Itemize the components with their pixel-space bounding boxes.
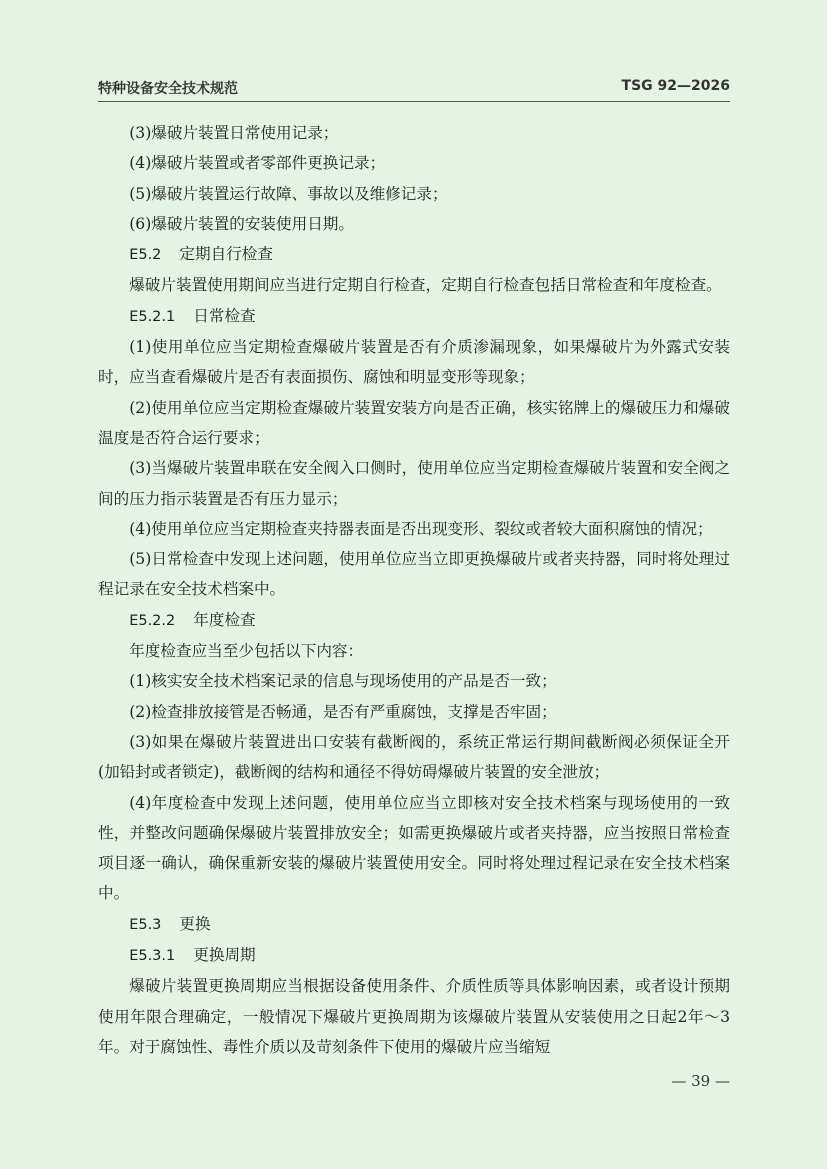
section-heading: [98, 909, 730, 940]
paragraph: (2)检查排放接管是否畅通，是否有严重腐蚀，支撑是否牢固；: [129, 702, 557, 721]
paragraph: (4)爆破片装置或者零部件更换记录；: [129, 154, 386, 173]
header-code: TSG 92—2026: [621, 78, 730, 94]
paragraph: (6)爆破片装置的安装使用日期。: [129, 214, 354, 233]
section-heading: [98, 239, 730, 270]
paragraph: (1)核实安全技术档案记录的信息与现场使用的产品是否一致；: [129, 672, 557, 691]
section-heading: [98, 940, 730, 971]
section-title: 更换周期: [193, 946, 256, 965]
paragraph: (4)年度检查中发现上述问题，使用单位应当立即核对安全技术档案与现场使用的一致性，并整改问题确保爆破片装置排放安全；如需更换爆破片或者夹持器，应当按照日常检查项目逐一确认，确保重新安装的爆破片装置使用安全。同时将处理过程记录在安全技术档案中。: [98, 793, 730, 903]
section-title: 年度检查: [193, 610, 256, 629]
section-number: E5.3: [129, 916, 162, 933]
section-title: 更换: [179, 914, 211, 933]
paragraph: (1)使用单位应当定期检查爆破片装置是否有介质渗漏现象，如果爆破片为外露式安装时，应当查看爆破片是否有表面损伤、腐蚀和明显变形等现象；: [98, 338, 730, 387]
section-number: E5.2.1: [129, 308, 176, 325]
paragraph: 爆破片装置更换周期应当根据设备使用条件、介质性质等具体影响因素，或者设计预期使用年限合理确定，一般情况下爆破片更换周期为该爆破片装置从安装使用之日起2年～3年。对于腐蚀性、毒性介质以及苛刻条件下使用的爆破片应当缩短: [98, 977, 730, 1056]
paragraph: (5)爆破片装置运行故障、事故以及维修记录；: [129, 184, 448, 203]
document-body: [98, 118, 730, 1062]
section-title: 日常检查: [193, 306, 256, 325]
paragraph: (3)爆破片装置日常使用记录；: [129, 124, 339, 142]
paragraph: (3)如果在爆破片装置进出口安装有截断阀的，系统正常运行期间截断阀必须保证全开(加铅封或者锁定)，截断阀的结构和通径不得妨碍爆破片装置的安全泄放；: [98, 732, 730, 782]
section-number: E5.2: [129, 247, 162, 264]
section-title: 定期自行检查: [179, 245, 273, 264]
paragraph: (2)使用单位应当定期检查爆破片装置安装方向是否正确，核实铭牌上的爆破压力和爆破温度是否符合运行要求；: [98, 398, 730, 447]
page-header: [98, 78, 730, 100]
page-number: — 39 —: [671, 1072, 730, 1090]
section-heading: [98, 605, 730, 636]
paragraph: (3)当爆破片装置串联在安全阀入口侧时，使用单位应当定期检查爆破片装置和安全阀之间的压力指示装置是否有压力显示；: [98, 459, 730, 508]
paragraph: (4)使用单位应当定期检查夹持器表面是否出现变形、裂纹或者较大面积腐蚀的情况；: [129, 519, 713, 538]
section-heading: [98, 301, 730, 332]
section-number: E5.3.1: [129, 948, 176, 965]
header-divider: [98, 101, 730, 102]
section-number: E5.2.2: [129, 612, 176, 629]
paragraph: 年度检查应当至少包括以下内容：: [129, 642, 364, 661]
paragraph: (5)日常检查中发现上述问题，使用单位应当立即更换爆破片或者夹持器，同时将处理过程记录在安全技术档案中。: [98, 550, 730, 599]
header-title: 特种设备安全技术规范: [98, 81, 238, 97]
paragraph: 爆破片装置使用期间应当进行定期自行检查，定期自行检查包括日常检查和年度检查。: [129, 276, 722, 295]
